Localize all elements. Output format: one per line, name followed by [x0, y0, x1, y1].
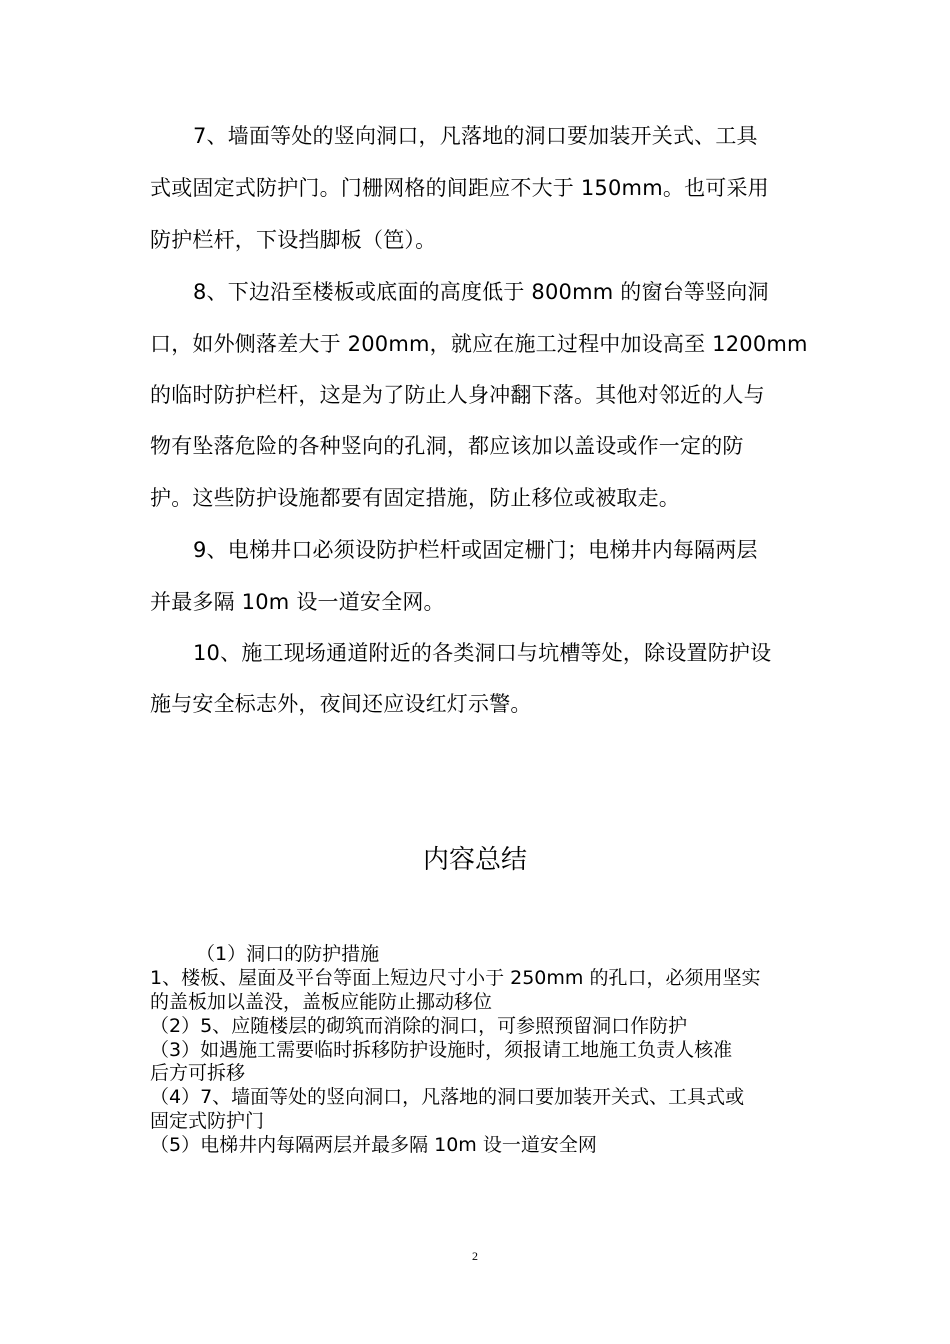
paragraph-8-line-3: 的临时防护栏杆，这是为了防止人身冲翻下落。其他对邻近的人与 [150, 383, 765, 407]
summary-line: 后方可拆移 [150, 1062, 246, 1084]
paragraph-8-line-4: 物有坠落危险的各种竖向的孔洞，都应该加以盖设或作一定的防 [150, 434, 744, 458]
paragraph-9-line-1: 9、电梯井口必须设防护栏杆或固定栅门；电梯井内每隔两层 [193, 538, 758, 562]
paragraph-10-line-2: 施与安全标志外，夜间还应设红灯示警。 [150, 692, 532, 716]
summary-line: （1）洞口的防护措施 [196, 943, 380, 965]
summary-line: 的盖板加以盖没，盖板应能防止挪动移位 [150, 991, 493, 1013]
page-number: 2 [472, 1249, 478, 1263]
paragraph-10-line-1: 10、施工现场通道附近的各类洞口与坑槽等处，除设置防护设 [193, 641, 772, 665]
paragraph-8-line-2: 口，如外侧落差大于 200mm，就应在施工过程中加设高至 1200mm [150, 332, 808, 356]
summary-line: 固定式防护门 [150, 1110, 265, 1132]
paragraph-7-line-3: 防护栏杆，下设挡脚板（笆）。 [150, 228, 437, 252]
summary-line: （4）7、墙面等处的竖向洞口，凡落地的洞口要加装开关式、工具式或 [150, 1086, 745, 1108]
summary-line: （2）5、应随楼层的砌筑而消除的洞口，可参照预留洞口作防护 [150, 1015, 688, 1037]
paragraph-8-line-1: 8、下边沿至楼板或底面的高度低于 800mm 的窗台等竖向洞 [193, 280, 769, 304]
summary-line: （3）如遇施工需要临时拆移防护设施时，须报请工地施工负责人核准 [150, 1039, 733, 1061]
paragraph-9-line-2: 并最多隔 10m 设一道安全网。 [150, 590, 445, 614]
paragraph-7-line-1: 7、墙面等处的竖向洞口，凡落地的洞口要加装开关式、工具 [193, 124, 758, 148]
summary-line: 1、楼板、屋面及平台等面上短边尺寸小于 250mm 的孔口，必须用坚实 [150, 967, 761, 989]
paragraph-7-line-2: 式或固定式防护门。门栅网格的间距应不大于 150mm。也可采用 [150, 176, 769, 200]
paragraph-8-line-5: 护。这些防护设施都要有固定措施，防止移位或被取走。 [150, 486, 680, 510]
summary-title: 内容总结 [422, 845, 527, 875]
summary-line: （5）电梯井内每隔两层并最多隔 10m 设一道安全网 [150, 1134, 597, 1156]
